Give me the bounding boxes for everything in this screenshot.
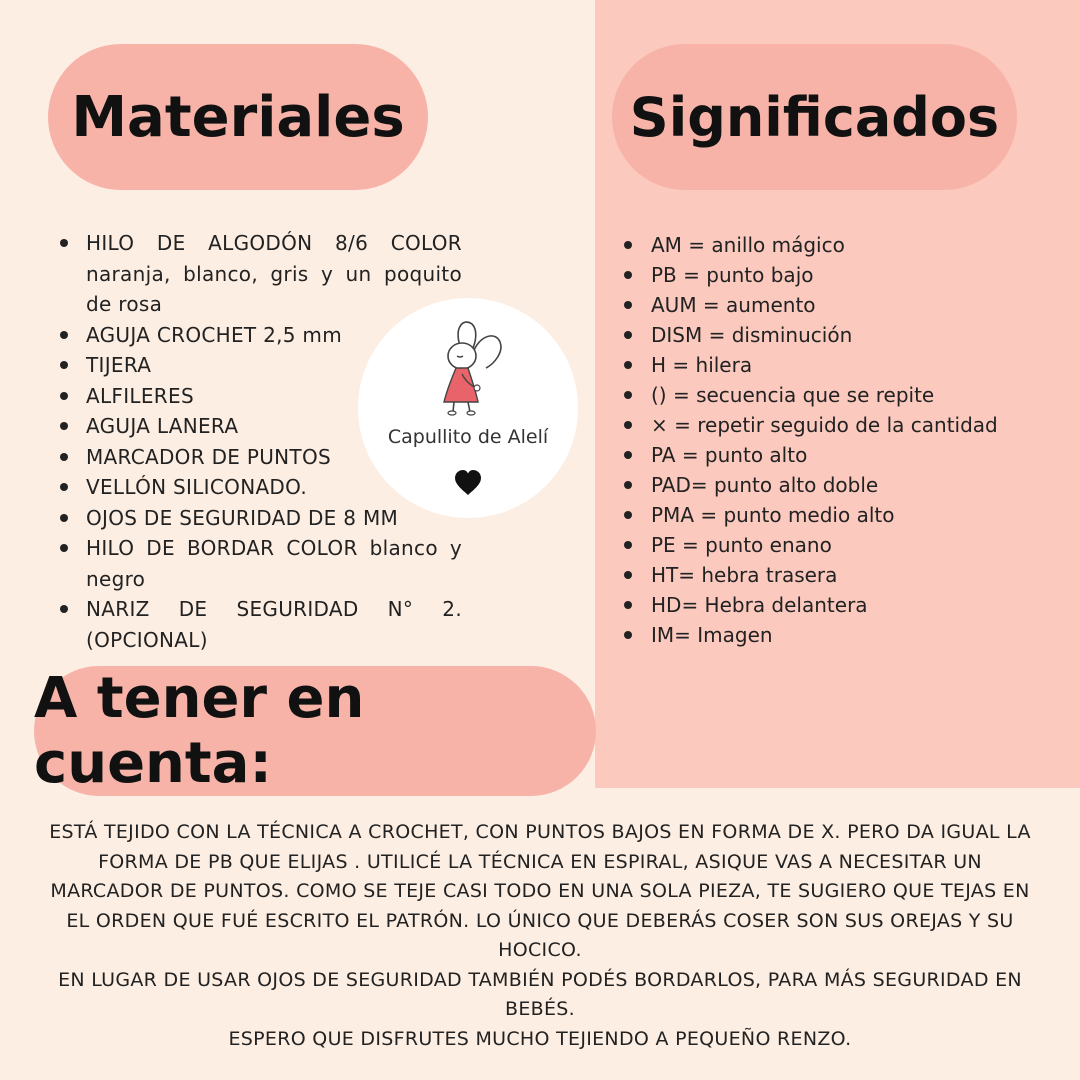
notes-paragraph: ESPERO QUE DISFRUTES MUCHO TEJIENDO A PEQUEÑO RENZO.: [228, 1027, 852, 1050]
meanings-item: () = secuencia que se repite: [622, 380, 1062, 410]
notes-heading: A tener en cuenta:: [34, 666, 596, 796]
meanings-heading: Significados: [612, 44, 1017, 190]
meanings-item: × = repetir seguido de la cantidad: [622, 410, 1062, 440]
materials-item: HILO DE BORDAR COLOR blanco y negro: [58, 533, 462, 594]
materials-item: HILO DE ALGODÓN 8/6 COLOR naranja, blanco, gris y un poquito de rosa: [58, 228, 462, 320]
materials-item: ALFILERES: [58, 381, 462, 412]
materials-heading: Materiales: [48, 44, 428, 190]
bunny-icon: [420, 316, 516, 416]
meanings-item: PB = punto bajo: [622, 260, 1062, 290]
materials-item: OJOS DE SEGURIDAD DE 8 MM: [58, 503, 462, 534]
heart-icon: [454, 470, 482, 496]
logo-text: Capullito de Alelí: [387, 426, 549, 448]
meanings-list: [622, 230, 1062, 650]
meanings-item: AUM = aumento: [622, 290, 1062, 320]
notes-paragraph: ESTÁ TEJIDO CON LA TÉCNICA A CROCHET, CON PUNTOS BAJOS EN FORMA DE X. PERO DA IGUAL LA FORMA DE PB QUE ELIJAS . UTILICÉ LA TÉCNICA EN ESPIRAL, ASIQUE VAS A NECESITAR UN MARCADOR DE PUNTOS. COMO SE TEJE CASI TODO EN UNA SOLA PIEZA, TE SUGIERO QUE TEJAS EN EL ORDEN QUE FUÉ ESCRITO EL PATRÓN. LO ÚNICO QUE DEBERÁS COSER SON SUS OREJAS Y SU HOCICO.: [49, 821, 1031, 961]
meanings-item: HT= hebra trasera: [622, 560, 1062, 590]
meanings-item: IM= Imagen: [622, 620, 1062, 650]
materials-item: AGUJA LANERA: [58, 411, 462, 442]
notes-paragraph: EN LUGAR DE USAR OJOS DE SEGURIDAD TAMBIÉN PODÉS BORDARLOS, PARA MÁS SEGURIDAD EN BEBÉS.: [58, 968, 1022, 1020]
materials-item: AGUJA CROCHET 2,5 mm: [58, 320, 462, 351]
meanings-item: AM = anillo mágico: [622, 230, 1062, 260]
meanings-item: PE = punto enano: [622, 530, 1062, 560]
materials-item: MARCADOR DE PUNTOS: [58, 442, 462, 473]
brand-logo: [358, 298, 578, 518]
meanings-item: DISM = disminución: [622, 320, 1062, 350]
materials-item: NARIZ DE SEGURIDAD N° 2. (OPCIONAL): [58, 594, 462, 655]
materials-item: TIJERA: [58, 350, 462, 381]
meanings-item: PMA = punto medio alto: [622, 500, 1062, 530]
notes-text: [40, 818, 1040, 1054]
meanings-item: HD= Hebra delantera: [622, 590, 1062, 620]
meanings-item: H = hilera: [622, 350, 1062, 380]
meanings-item: PA = punto alto: [622, 440, 1062, 470]
materials-item: VELLÓN SILICONADO.: [58, 472, 462, 503]
meanings-item: PAD= punto alto doble: [622, 470, 1062, 500]
